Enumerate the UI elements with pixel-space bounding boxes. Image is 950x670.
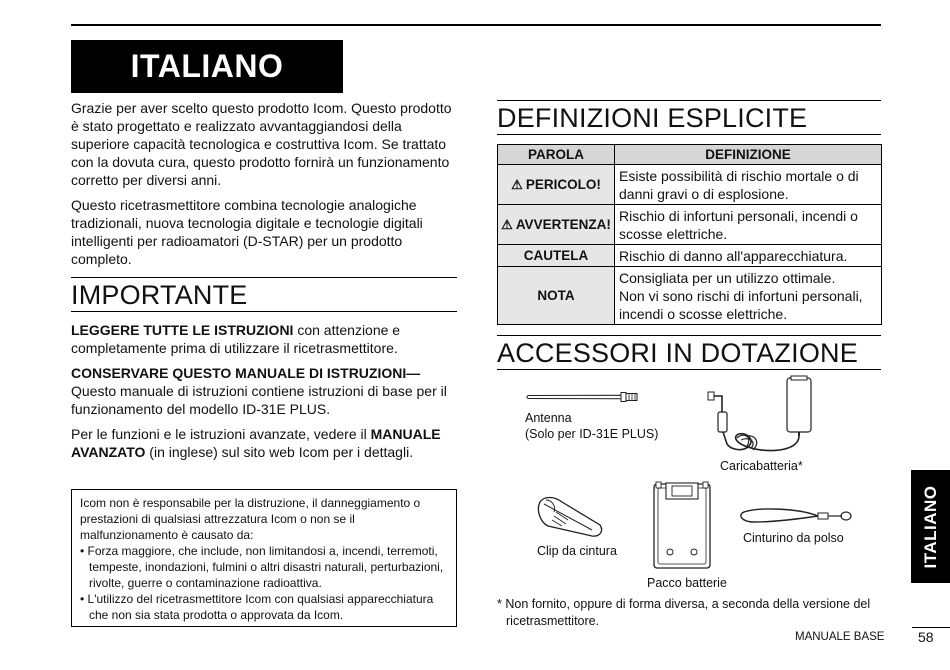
disclaimer-intro: Icom non è responsabile per la distruzione, il danneggiamento o prestazioni di qualsiasi attrezzatura Icom o non se il malfunzionamento è causato da:	[80, 496, 421, 542]
manual-name: MANUALE BASE	[795, 631, 885, 643]
accessories-footnote: * Non fornito, oppure di forma diversa, a seconda della versione del ricetrasmettitore.	[497, 597, 871, 628]
importante-paragraph-3	[71, 425, 457, 461]
definition-cell: Rischio di danno all'apparecchiatura.	[615, 245, 882, 267]
read-instructions-bold: LEGGERE TUTTE LE ISTRUZIONI	[71, 322, 294, 338]
word-label: PERICOLO!	[525, 176, 601, 192]
advanced-manual-text-a: Per le funzioni e le istruzioni avanzate, vedere il	[71, 426, 371, 442]
keep-manual-text: Questo manuale di istruzioni contiene istruzioni di base per il funzionamento del modello ID-31E PLUS.	[71, 383, 447, 417]
wrist-strap-label: Cinturino da polso	[743, 531, 844, 545]
antenna-image	[525, 390, 645, 404]
keep-manual-bold: CONSERVARE QUESTO MANUALE DI ISTRUZIONI—	[71, 365, 421, 381]
antenna-note: (Solo per ID-31E PLUS)	[525, 427, 659, 441]
table-header-row	[498, 145, 882, 165]
read-instructions-text: con attenzione e completamente prima di utilizzare il ricetrasmettitore.	[71, 322, 401, 356]
definition-line: Consigliata per un utilizzo ottimale.	[619, 269, 836, 286]
definitions-table	[497, 144, 882, 325]
word-cell	[498, 165, 615, 205]
intro-paragraph-1: Grazie per aver scelto questo prodotto Icom. Questo prodotto è stato progettato e realizzato avvantaggiandosi della superiore capacità tecnologica e costruttiva Icom. Se trattato con la dovuta cura, questo prodotto fornirà un funzionamento corretto per diversi anni.	[71, 100, 452, 188]
definition-line: Non vi sono rischi di infortuni personali, incendi o scosse elettriche.	[619, 287, 863, 322]
disclaimer-item: • L'utilizzo del ricetrasmettitore Icom con qualsiasi apparecchiatura che non sia stata prodotta o approvata da Icom.	[80, 592, 434, 622]
section-heading-accessori: ACCESSORI IN DOTAZIONE	[497, 335, 881, 370]
word-label: AVVERTENZA!	[515, 216, 611, 232]
definition-cell	[615, 267, 882, 325]
belt-clip-label: Clip da cintura	[537, 544, 617, 558]
column-header-word: PAROLA	[498, 145, 615, 165]
wrist-strap-image	[738, 503, 854, 527]
battery-pack-label: Pacco batterie	[647, 576, 727, 590]
importante-paragraph-1	[71, 321, 457, 357]
column-header-definition: DEFINIZIONE	[615, 145, 882, 165]
definition-cell: Rischio di infortuni personali, incendi o scosse elettriche.	[615, 205, 882, 245]
disclaimer-item: • Forza maggiore, che include, non limitandosi a, incendi, terremoti, tempeste, inondazioni, fulmini o altri disastri naturali, perturbazioni, rivolte, guerre o contaminazione radioattiva.	[80, 544, 444, 590]
section-heading-importante: IMPORTANTE	[71, 277, 457, 312]
word-cell	[498, 205, 615, 245]
side-tab-label: ITALIANO	[920, 484, 940, 569]
charger-label: Caricabatteria*	[720, 459, 803, 473]
advanced-manual-text-b: (in inglese) sul sito web Icom per i dettagli.	[145, 444, 414, 460]
belt-clip-image	[532, 490, 606, 540]
language-side-tab	[911, 470, 950, 583]
battery-pack-image	[650, 480, 714, 572]
language-title: ITALIANO	[71, 40, 343, 93]
charger-image	[705, 374, 817, 458]
section-heading-definizioni: DEFINIZIONI ESPLICITE	[497, 100, 881, 135]
table-row	[498, 267, 882, 325]
table-row	[498, 205, 882, 245]
intro-paragraph-2: Questo ricetrasmettitore combina tecnologie analogiche tradizionali, nuova tecnologia digitale e tecnologie digitali intelligenti per radioamatori (D-STAR) per un prodotto completo.	[71, 197, 423, 267]
advanced-manual-bold: MANUALE AVANZATO	[71, 426, 441, 460]
table-row	[498, 165, 882, 205]
antenna-label: Antenna	[525, 411, 572, 425]
page-number-rule	[912, 627, 950, 628]
word-cell: CAUTELA	[498, 245, 615, 267]
importante-paragraph-2	[71, 364, 457, 418]
definition-cell: Esiste possibilità di rischio mortale o di danni gravi o di esplosione.	[615, 165, 882, 205]
table-row	[498, 245, 882, 267]
page-number: 58	[918, 629, 934, 645]
disclaimer-box	[71, 489, 457, 627]
top-rule	[71, 24, 881, 26]
word-cell: NOTA	[498, 267, 615, 325]
warning-icon: ⚠	[511, 176, 523, 192]
warning-icon: ⚠	[501, 216, 513, 232]
